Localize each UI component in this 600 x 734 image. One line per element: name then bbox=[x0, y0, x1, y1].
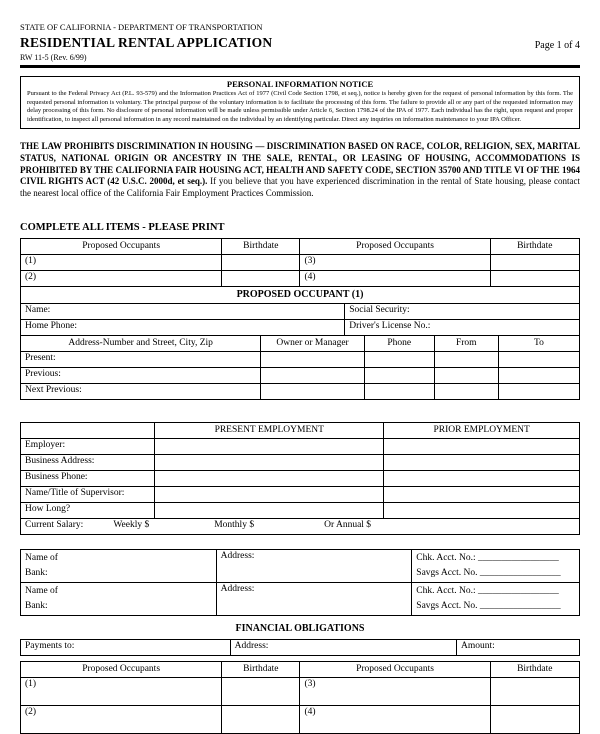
col-header-proposed-occupants-1: Proposed Occupants bbox=[21, 661, 222, 677]
fin-occupant-2-field[interactable]: (2) bbox=[21, 705, 222, 733]
drivers-license-label: Driver's License No.: bbox=[349, 320, 431, 331]
current-salary-label: Current Salary: bbox=[25, 519, 84, 530]
form-header bbox=[20, 22, 580, 68]
agency-line: STATE OF CALIFORNIA - DEPARTMENT OF TRANSPORTATION bbox=[20, 22, 263, 32]
table-row bbox=[21, 303, 580, 319]
occupants-table bbox=[20, 238, 580, 287]
bank-2-accounts-field[interactable] bbox=[412, 582, 580, 615]
home-phone-field[interactable] bbox=[21, 319, 345, 335]
employer-label: Employer: bbox=[21, 438, 155, 454]
fin-occupant-1-field[interactable]: (1) bbox=[21, 677, 222, 705]
employment-header-row bbox=[21, 422, 580, 438]
next-previous-to-field[interactable] bbox=[498, 383, 579, 399]
birthdate-2-field[interactable] bbox=[222, 270, 300, 286]
personal-information-notice-box bbox=[20, 76, 580, 129]
employment-table bbox=[20, 422, 580, 535]
previous-to-field[interactable] bbox=[498, 367, 579, 383]
col-header-proposed-occupants-2: Proposed Occupants bbox=[300, 238, 490, 254]
fin-birthdate-4-field[interactable] bbox=[490, 705, 579, 733]
notice-body: Pursuant to the Federal Privacy Act (P.L. 93-579) and the Information Practices Act of 1977 (Civil Code Section 1798, et seq.), notice is hereby given for the request of personal information by this form. The requested personal information is voluntary. The principal purpose of the voluntary information is to facilitate the processing of this form. The failure to provide all or any part of the requested information may delay processing of this form. No disclosure of personal information will be made unless permissible under Article 6, Section 1798.24 of the IPA of 1977. Each individual has the right, upon request and proper identification, to inspect all personal information in any record maintained on the individual by an identifying particular. Direct any inquiries on information maintenance to your IPA Officer. bbox=[27, 90, 573, 123]
payments-amount-label: Amount: bbox=[461, 640, 495, 651]
occupant-1-field[interactable]: (1) bbox=[21, 254, 222, 270]
financial-obligations-title: FINANCIAL OBLIGATIONS bbox=[235, 622, 365, 634]
present-to-field[interactable] bbox=[498, 351, 579, 367]
birthdate-3-field[interactable] bbox=[490, 254, 579, 270]
col-header-present-employment: PRESENT EMPLOYMENT bbox=[155, 422, 384, 438]
business-address-present-field[interactable] bbox=[155, 454, 384, 470]
table-row bbox=[21, 270, 580, 286]
birthdate-4-field[interactable] bbox=[490, 270, 579, 286]
bank-name-label-line1: Name of bbox=[25, 552, 58, 563]
address-history-table bbox=[20, 335, 580, 400]
savgs-acct-label: Savgs Acct. No. _________________ bbox=[416, 567, 561, 578]
table-row bbox=[21, 454, 580, 470]
birthdate-1-field[interactable] bbox=[222, 254, 300, 270]
table-row bbox=[21, 254, 580, 270]
bank-1-name-field[interactable] bbox=[21, 549, 217, 582]
occupant-4-field[interactable]: (4) bbox=[300, 270, 490, 286]
table-row bbox=[21, 367, 580, 383]
bank-table bbox=[20, 549, 580, 616]
current-salary-field[interactable] bbox=[21, 518, 580, 534]
col-header-birthdate-2: Birthdate bbox=[490, 661, 579, 677]
payments-to-field[interactable] bbox=[21, 639, 231, 655]
fin-birthdate-2-field[interactable] bbox=[222, 705, 300, 733]
business-address-prior-field[interactable] bbox=[384, 454, 580, 470]
bank-address-label: Address: bbox=[220, 550, 255, 561]
business-phone-label: Business Phone: bbox=[21, 470, 155, 486]
bank-row-2 bbox=[21, 582, 580, 615]
financial-occupants-table bbox=[20, 661, 580, 734]
present-label: Present: bbox=[25, 352, 56, 363]
monthly-salary-label: Monthly $ bbox=[214, 519, 255, 530]
law-bold-text: THE LAW PROHIBITS DISCRIMINATION IN HOUSING — DISCRIMINATION BASED ON RACE, COLOR, RELIGION, SEX, MARITAL STATUS, NATIONAL ORIGIN OR ANCESTRY IN THE SALE, RENTAL, OR LEASING OF HOUSING, ACCOMMODATIONS IS PROHIBITED BY THE CALIFORNIA FAIR HOUSING ACT, HEALTH AND SAFETY CODE, SECTION 35700 AND TITLE VI OF THE 1964 CIVIL RIGHTS ACT (42 U.S.C. 2000d, et seq.). bbox=[20, 141, 580, 187]
salary-line bbox=[25, 520, 575, 530]
bank-1-address-field[interactable] bbox=[216, 549, 412, 582]
table-row bbox=[21, 470, 580, 486]
present-phone-field[interactable] bbox=[364, 351, 434, 367]
payments-to-label: Payments to: bbox=[25, 640, 75, 651]
employer-present-field[interactable] bbox=[155, 438, 384, 454]
col-header-birthdate-1: Birthdate bbox=[222, 238, 300, 254]
present-owner-field[interactable] bbox=[261, 351, 364, 367]
previous-label: Previous: bbox=[25, 368, 61, 379]
employer-prior-field[interactable] bbox=[384, 438, 580, 454]
instructions-heading: COMPLETE ALL ITEMS - PLEASE PRINT bbox=[20, 221, 225, 233]
annual-salary-label: Or Annual $ bbox=[324, 519, 372, 530]
bank-2-address-field[interactable] bbox=[216, 582, 412, 615]
next-previous-owner-field[interactable] bbox=[261, 383, 364, 399]
business-phone-present-field[interactable] bbox=[155, 470, 384, 486]
supervisor-present-field[interactable] bbox=[155, 486, 384, 502]
payments-address-label: Address: bbox=[234, 640, 269, 651]
previous-from-field[interactable] bbox=[434, 367, 498, 383]
table-row bbox=[21, 502, 580, 518]
financial-occupants-header-row bbox=[21, 661, 580, 677]
occupant-2-field[interactable]: (2) bbox=[21, 270, 222, 286]
bank-1-accounts-field[interactable] bbox=[412, 549, 580, 582]
payments-table bbox=[20, 639, 580, 656]
col-header-from: From bbox=[434, 335, 498, 351]
title-row bbox=[20, 35, 580, 51]
drivers-license-field[interactable] bbox=[345, 319, 580, 335]
social-security-field[interactable] bbox=[345, 303, 580, 319]
col-header-proposed-occupants-2: Proposed Occupants bbox=[300, 661, 490, 677]
name-ssn-row bbox=[20, 303, 580, 336]
business-phone-prior-field[interactable] bbox=[384, 470, 580, 486]
payments-row bbox=[21, 639, 580, 655]
social-security-label: Social Security: bbox=[349, 304, 410, 315]
page-indicator: Page 1 of 4 bbox=[534, 40, 580, 51]
bank-name-label-line1: Name of bbox=[25, 585, 58, 596]
form-number: RW 11-5 (Rev. 6/99) bbox=[20, 53, 87, 62]
how-long-present-field[interactable] bbox=[155, 502, 384, 518]
bank-2-name-field[interactable] bbox=[21, 582, 217, 615]
present-address-field[interactable] bbox=[21, 351, 261, 367]
col-header-birthdate-1: Birthdate bbox=[222, 661, 300, 677]
bank-name-label-line2: Bank: bbox=[25, 567, 48, 578]
law-paragraph bbox=[20, 141, 580, 199]
fin-occupant-4-field[interactable]: (4) bbox=[300, 705, 490, 733]
supervisor-prior-field[interactable] bbox=[384, 486, 580, 502]
address-header-row bbox=[21, 335, 580, 351]
table-row bbox=[21, 438, 580, 454]
fin-birthdate-1-field[interactable] bbox=[222, 677, 300, 705]
employment-blank-header bbox=[21, 422, 155, 438]
col-header-birthdate-2: Birthdate bbox=[490, 238, 579, 254]
chk-acct-label: Chk. Acct. No.: _________________ bbox=[416, 585, 559, 596]
name-field[interactable] bbox=[21, 303, 345, 319]
previous-phone-field[interactable] bbox=[364, 367, 434, 383]
notice-title: PERSONAL INFORMATION NOTICE bbox=[226, 79, 374, 89]
present-from-field[interactable] bbox=[434, 351, 498, 367]
next-previous-label: Next Previous: bbox=[25, 384, 82, 395]
next-previous-address-field[interactable] bbox=[21, 383, 261, 399]
proposed-occupant-section-title: PROPOSED OCCUPANT (1) bbox=[20, 286, 580, 304]
table-row bbox=[21, 705, 580, 733]
bank-address-label: Address: bbox=[220, 583, 255, 594]
home-phone-label: Home Phone: bbox=[25, 320, 77, 331]
form-title: RESIDENTIAL RENTAL APPLICATION bbox=[20, 35, 273, 50]
table-row bbox=[21, 319, 580, 335]
supervisor-label: Name/Title of Supervisor: bbox=[21, 486, 155, 502]
previous-owner-field[interactable] bbox=[261, 367, 364, 383]
col-header-phone: Phone bbox=[364, 335, 434, 351]
law-regular-text: If you believe that you have experienced discrimination in the rental of State housing, please contact the nearest local office of the California Fair Employment Practices Commission. bbox=[20, 176, 580, 199]
occupant-3-field[interactable]: (3) bbox=[300, 254, 490, 270]
table-row bbox=[21, 351, 580, 367]
col-header-proposed-occupants-1: Proposed Occupants bbox=[21, 238, 222, 254]
salary-row bbox=[21, 518, 580, 534]
table-row bbox=[21, 677, 580, 705]
business-address-label: Business Address: bbox=[21, 454, 155, 470]
fin-birthdate-3-field[interactable] bbox=[490, 677, 579, 705]
fin-occupant-3-field[interactable]: (3) bbox=[300, 677, 490, 705]
payments-amount-field[interactable] bbox=[457, 639, 580, 655]
occupants-header-row bbox=[21, 238, 580, 254]
col-header-prior-employment: PRIOR EMPLOYMENT bbox=[384, 422, 580, 438]
how-long-prior-field[interactable] bbox=[384, 502, 580, 518]
bank-name-label-line2: Bank: bbox=[25, 600, 48, 611]
col-header-owner-manager: Owner or Manager bbox=[261, 335, 364, 351]
name-label: Name: bbox=[25, 304, 51, 315]
how-long-label: How Long? bbox=[21, 502, 155, 518]
next-previous-from-field[interactable] bbox=[434, 383, 498, 399]
table-row bbox=[21, 383, 580, 399]
previous-address-field[interactable] bbox=[21, 367, 261, 383]
header-rule bbox=[20, 65, 580, 68]
chk-acct-label: Chk. Acct. No.: _________________ bbox=[416, 552, 559, 563]
table-row bbox=[21, 486, 580, 502]
next-previous-phone-field[interactable] bbox=[364, 383, 434, 399]
payments-address-field[interactable] bbox=[230, 639, 456, 655]
weekly-salary-label: Weekly $ bbox=[113, 519, 150, 530]
col-header-address: Address-Number and Street, City, Zip bbox=[21, 335, 261, 351]
bank-row-1 bbox=[21, 549, 580, 582]
col-header-to: To bbox=[498, 335, 579, 351]
savgs-acct-label: Savgs Acct. No. _________________ bbox=[416, 600, 561, 611]
